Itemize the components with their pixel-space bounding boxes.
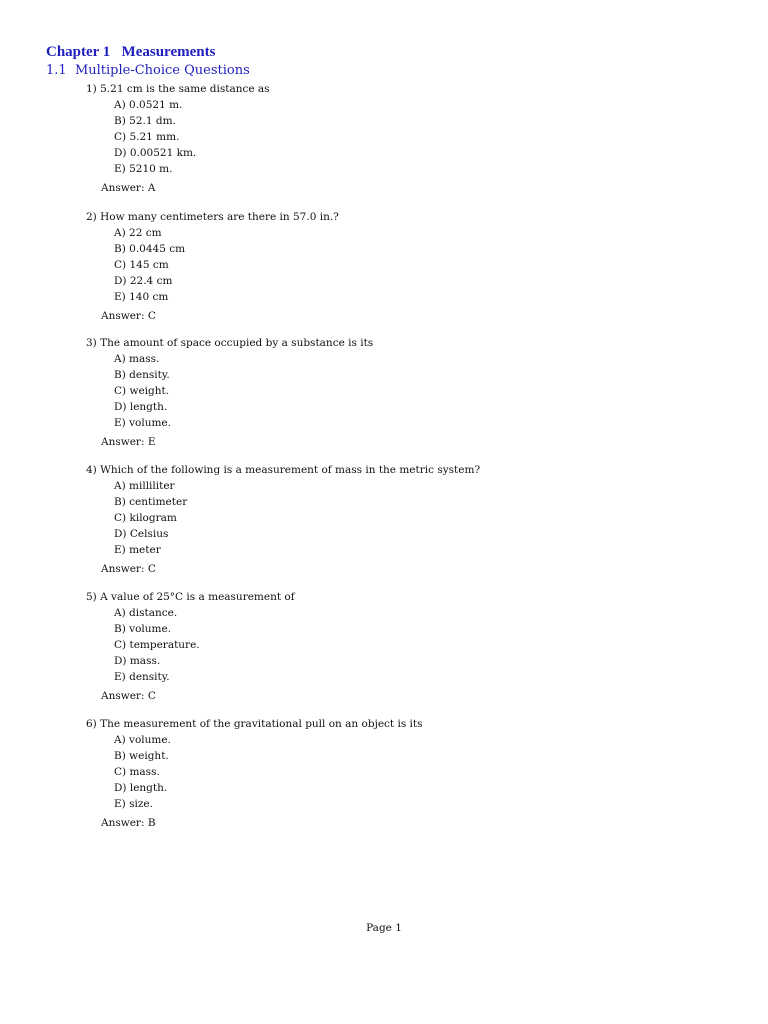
option-e: E) size. <box>114 798 153 810</box>
question-2 <box>86 209 726 324</box>
page-number: Page 1 <box>366 922 402 934</box>
option-d: D) 0.00521 km. <box>114 147 197 159</box>
question-1 <box>86 81 726 196</box>
option-a: A) 0.0521 m. <box>114 99 183 111</box>
options-list <box>86 351 726 431</box>
option-c: C) kilogram <box>114 512 177 524</box>
section-title: 1.1 Multiple-Choice Questions <box>46 63 250 78</box>
option-c: C) mass. <box>114 766 160 778</box>
option-e: E) meter <box>114 544 161 556</box>
question-stem: 2) How many centimeters are there in 57.0 in.? <box>86 211 339 223</box>
option-c: C) temperature. <box>114 639 200 651</box>
question-stem: 3) The amount of space occupied by a substance is its <box>86 337 374 349</box>
options-list <box>86 97 726 177</box>
option-b: B) density. <box>114 369 170 381</box>
option-a: A) 22 cm <box>114 227 162 239</box>
option-a: A) milliliter <box>114 480 175 492</box>
option-d: D) Celsius <box>114 528 169 540</box>
options-list <box>86 478 726 558</box>
chapter-title: Chapter 1 Measurements <box>46 44 216 60</box>
option-a: A) distance. <box>114 607 178 619</box>
options-list <box>86 605 726 685</box>
answer-line: Answer: B <box>101 817 156 829</box>
option-c: C) 145 cm <box>114 259 169 271</box>
answer-line: Answer: E <box>101 436 156 448</box>
question-6 <box>86 716 726 831</box>
options-list <box>86 225 726 305</box>
question-stem: 4) Which of the following is a measurement of mass in the metric system? <box>86 464 481 476</box>
answer-line: Answer: C <box>101 690 156 702</box>
option-b: B) 52.1 dm. <box>114 115 176 127</box>
question-stem: 6) The measurement of the gravitational pull on an object is its <box>86 718 423 730</box>
option-b: B) centimeter <box>114 496 188 508</box>
option-e: E) volume. <box>114 417 171 429</box>
options-list <box>86 732 726 812</box>
option-b: B) weight. <box>114 750 169 762</box>
option-a: A) mass. <box>114 353 160 365</box>
question-4 <box>86 462 726 577</box>
option-e: E) 5210 m. <box>114 163 173 175</box>
option-d: D) 22.4 cm <box>114 275 173 287</box>
question-stem: 1) 5.21 cm is the same distance as <box>86 83 270 95</box>
option-e: E) density. <box>114 671 170 683</box>
question-stem: 5) A value of 25°C is a measurement of <box>86 591 295 603</box>
option-e: E) 140 cm <box>114 291 169 303</box>
option-b: B) volume. <box>114 623 172 635</box>
answer-line: Answer: C <box>101 563 156 575</box>
answer-line: Answer: C <box>101 310 156 322</box>
option-b: B) 0.0445 cm <box>114 243 186 255</box>
answer-line: Answer: A <box>101 182 156 194</box>
question-5 <box>86 589 726 704</box>
question-3 <box>86 335 726 450</box>
option-a: A) volume. <box>114 734 171 746</box>
option-c: C) 5.21 mm. <box>114 131 180 143</box>
option-c: C) weight. <box>114 385 170 397</box>
option-d: D) length. <box>114 401 168 413</box>
option-d: D) mass. <box>114 655 161 667</box>
option-d: D) length. <box>114 782 168 794</box>
